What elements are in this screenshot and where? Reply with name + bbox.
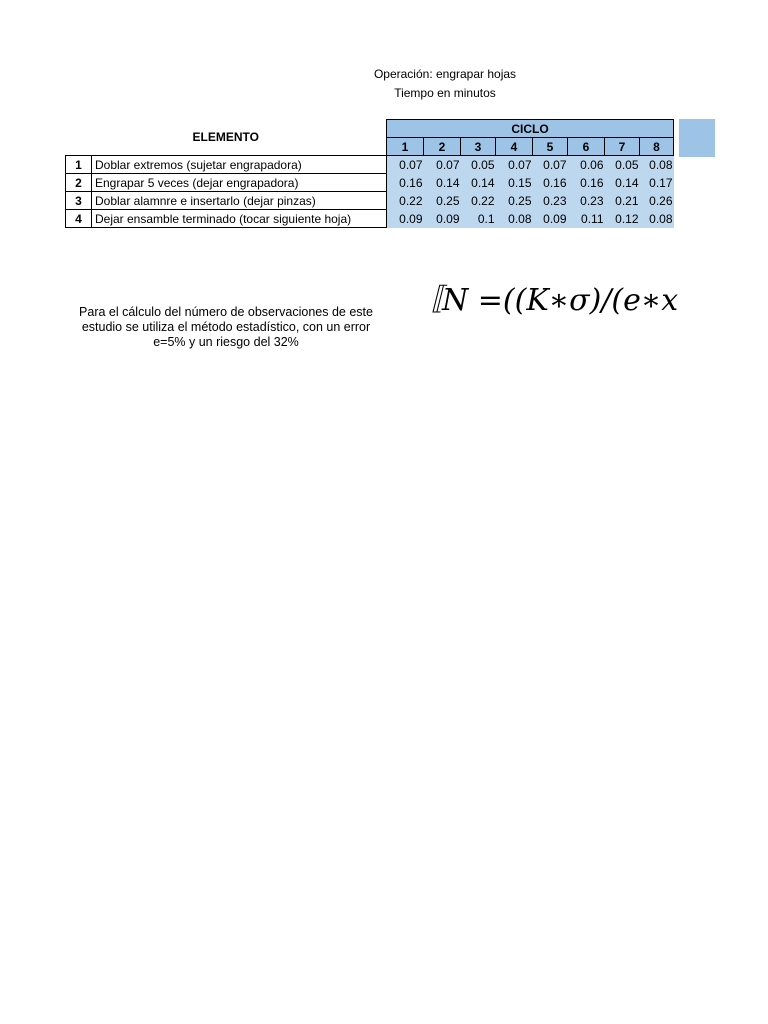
time-value: 0.07: [496, 156, 533, 174]
row-number: 1: [66, 156, 92, 174]
time-value: 0.22: [461, 192, 496, 210]
table-row: [66, 210, 674, 228]
time-value: 0.08: [640, 156, 674, 174]
time-value: 0.06: [568, 156, 605, 174]
cycle-number: 8: [640, 138, 674, 156]
table-row: [66, 192, 674, 210]
time-value: 0.22: [387, 192, 424, 210]
time-value: 0.05: [461, 156, 496, 174]
time-value: 0.25: [496, 192, 533, 210]
table-row: [66, 156, 674, 174]
cycle-number: 5: [533, 138, 568, 156]
formula-box: [412, 278, 679, 328]
cycle-number: 6: [568, 138, 605, 156]
time-value: 0.17: [640, 174, 674, 192]
time-value: 0.14: [461, 174, 496, 192]
time-value: 0.09: [424, 210, 461, 228]
element-label: Dejar ensamble terminado (tocar siguiente hoja): [92, 210, 387, 228]
time-value: 0.05: [605, 156, 640, 174]
cycle-number: 1: [387, 138, 424, 156]
cycle-number: 3: [461, 138, 496, 156]
observations-note: Para el cálculo del número de observaciones de este estudio se utiliza el método estadístico, con un error e=5% y un riesgo del 32%: [79, 305, 373, 349]
time-value: 0.16: [387, 174, 424, 192]
time-value: 0.23: [568, 192, 605, 210]
time-value: 0.21: [605, 192, 640, 210]
time-study-table: [65, 119, 674, 228]
time-value: 0.23: [533, 192, 568, 210]
header-row-top: [66, 120, 674, 138]
row-number: 3: [66, 192, 92, 210]
header-fill-extension: [679, 119, 715, 157]
element-label: Doblar extremos (sujetar engrapadora): [92, 156, 387, 174]
time-value: 0.08: [496, 210, 533, 228]
cycle-header: CICLO: [387, 120, 674, 138]
time-value: 0.07: [533, 156, 568, 174]
cycle-number: 7: [605, 138, 640, 156]
time-value: 0.25: [424, 192, 461, 210]
time-value: 0.14: [605, 174, 640, 192]
time-value: 0.07: [424, 156, 461, 174]
time-value: 0.14: [424, 174, 461, 192]
element-label: Doblar alamnre e insertarlo (dejar pinzas): [92, 192, 387, 210]
time-unit-title: Tiempo en minutos: [394, 86, 496, 100]
time-value: 0.09: [387, 210, 424, 228]
operation-title: Operación: engrapar hojas: [373, 67, 517, 81]
time-value: 0.12: [605, 210, 640, 228]
time-value: 0.09: [533, 210, 568, 228]
element-label: Engrapar 5 veces (dejar engrapadora): [92, 174, 387, 192]
table-row: [66, 174, 674, 192]
row-number: 2: [66, 174, 92, 192]
time-value: 0.16: [533, 174, 568, 192]
sample-size-formula: 〚N =((K∗σ)/(e∗x: [412, 283, 679, 318]
row-number: 4: [66, 210, 92, 228]
time-value: 0.11: [568, 210, 605, 228]
cycle-number: 4: [496, 138, 533, 156]
time-value: 0.16: [568, 174, 605, 192]
time-value: 0.08: [640, 210, 674, 228]
time-value: 0.15: [496, 174, 533, 192]
time-value: 0.1: [461, 210, 496, 228]
element-header: ELEMENTO: [192, 130, 259, 145]
time-value: 0.07: [387, 156, 424, 174]
time-value: 0.26: [640, 192, 674, 210]
cycle-number: 2: [424, 138, 461, 156]
